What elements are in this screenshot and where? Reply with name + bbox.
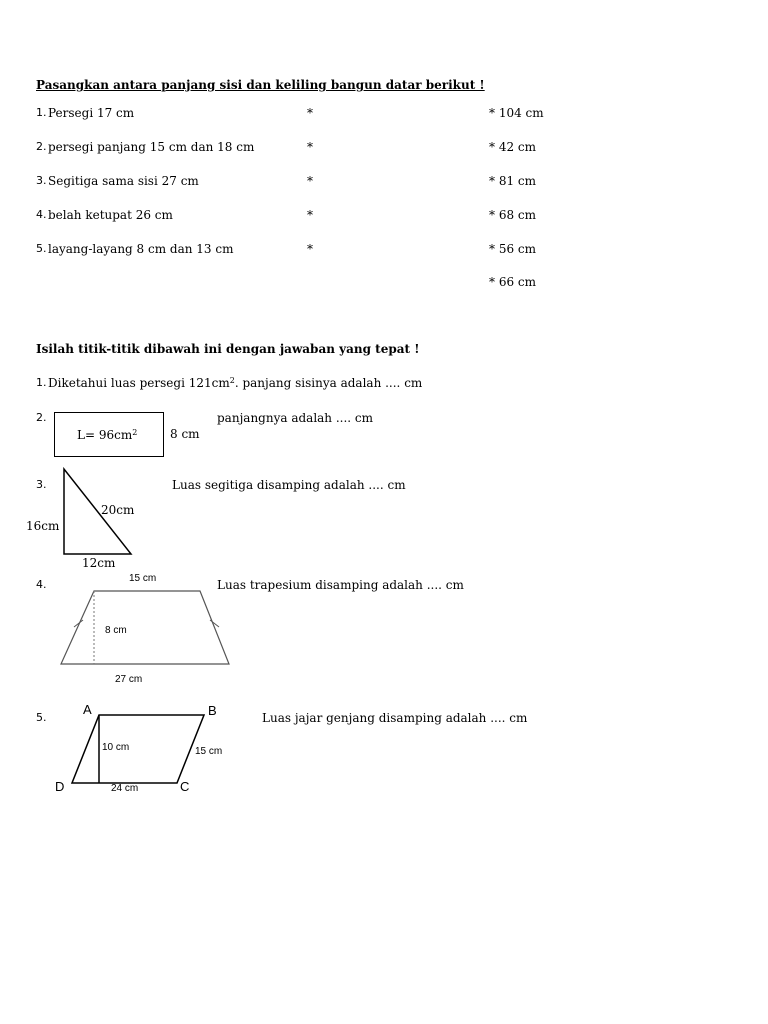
item-number: 2. <box>36 140 47 153</box>
question-1-text: Diketahui luas persegi $121cm^2$. panjang sisinya adalah .... cm <box>48 376 423 390</box>
item-bullet: * <box>307 242 313 256</box>
item-bullet: * <box>307 140 313 154</box>
question-number: 1. <box>36 376 47 389</box>
question-4-text: Luas trapesium disamping adalah .... cm <box>217 578 464 592</box>
parallelogram-side-label: 15 cm <box>195 746 223 757</box>
question-number: 4. <box>36 578 47 591</box>
triangle-height-label: 16cm <box>26 519 60 533</box>
answer-option: * 81 cm <box>489 174 536 188</box>
answer-option: * 42 cm <box>489 140 536 154</box>
question-2-text: panjangnya adalah .... cm <box>217 411 374 425</box>
item-number: 3. <box>36 174 47 187</box>
vertex-c-label: C <box>180 779 190 794</box>
question-3-text: Luas segitiga disamping adalah .... cm <box>172 478 406 492</box>
question-number: 5. <box>36 711 47 724</box>
answer-option: * 66 cm <box>489 275 536 289</box>
trapezoid-top-label: 15 cm <box>129 573 157 584</box>
item-text: persegi panjang 15 cm dan 18 cm <box>48 140 255 154</box>
question-number: 3. <box>36 478 47 491</box>
trapezoid-bottom-label: 27 cm <box>115 674 143 685</box>
item-text: Segitiga sama sisi 27 cm <box>48 174 199 188</box>
item-text: Persegi 17 cm <box>48 106 135 120</box>
item-bullet: * <box>307 106 313 120</box>
answer-option: * 104 cm <box>489 106 544 120</box>
item-text: layang-layang 8 cm dan 13 cm <box>48 242 234 256</box>
vertex-a-label: A <box>83 702 92 717</box>
rectangle-area-label: $L= 96cm^2$ <box>77 428 138 442</box>
parallelogram-height-label: 10 cm <box>102 742 130 753</box>
section2-heading: Isilah titik-titik dibawah ini dengan jawaban yang tepat ! <box>36 342 420 356</box>
item-bullet: * <box>307 174 313 188</box>
rectangle-side-label: 8 cm <box>170 427 200 441</box>
item-number: 1. <box>36 106 47 119</box>
trapezoid-height-label: 8 cm <box>105 625 127 636</box>
triangle-base-label: 12cm <box>82 556 116 570</box>
triangle-hypotenuse-label: 20cm <box>101 503 135 517</box>
item-number: 4. <box>36 208 47 221</box>
question-5-text: Luas jajar genjang disamping adalah .... cm <box>262 711 528 725</box>
item-text: belah ketupat 26 cm <box>48 208 173 222</box>
question-number: 2. <box>36 411 47 424</box>
section1-heading: Pasangkan antara panjang sisi dan keliling bangun datar berikut ! <box>36 78 485 92</box>
vertex-b-label: B <box>208 703 217 718</box>
item-bullet: * <box>307 208 313 222</box>
item-number: 5. <box>36 242 47 255</box>
answer-option: * 68 cm <box>489 208 536 222</box>
parallelogram-base-label: 24 cm <box>111 783 139 794</box>
vertex-d-label: D <box>55 779 65 794</box>
answer-option: * 56 cm <box>489 242 536 256</box>
